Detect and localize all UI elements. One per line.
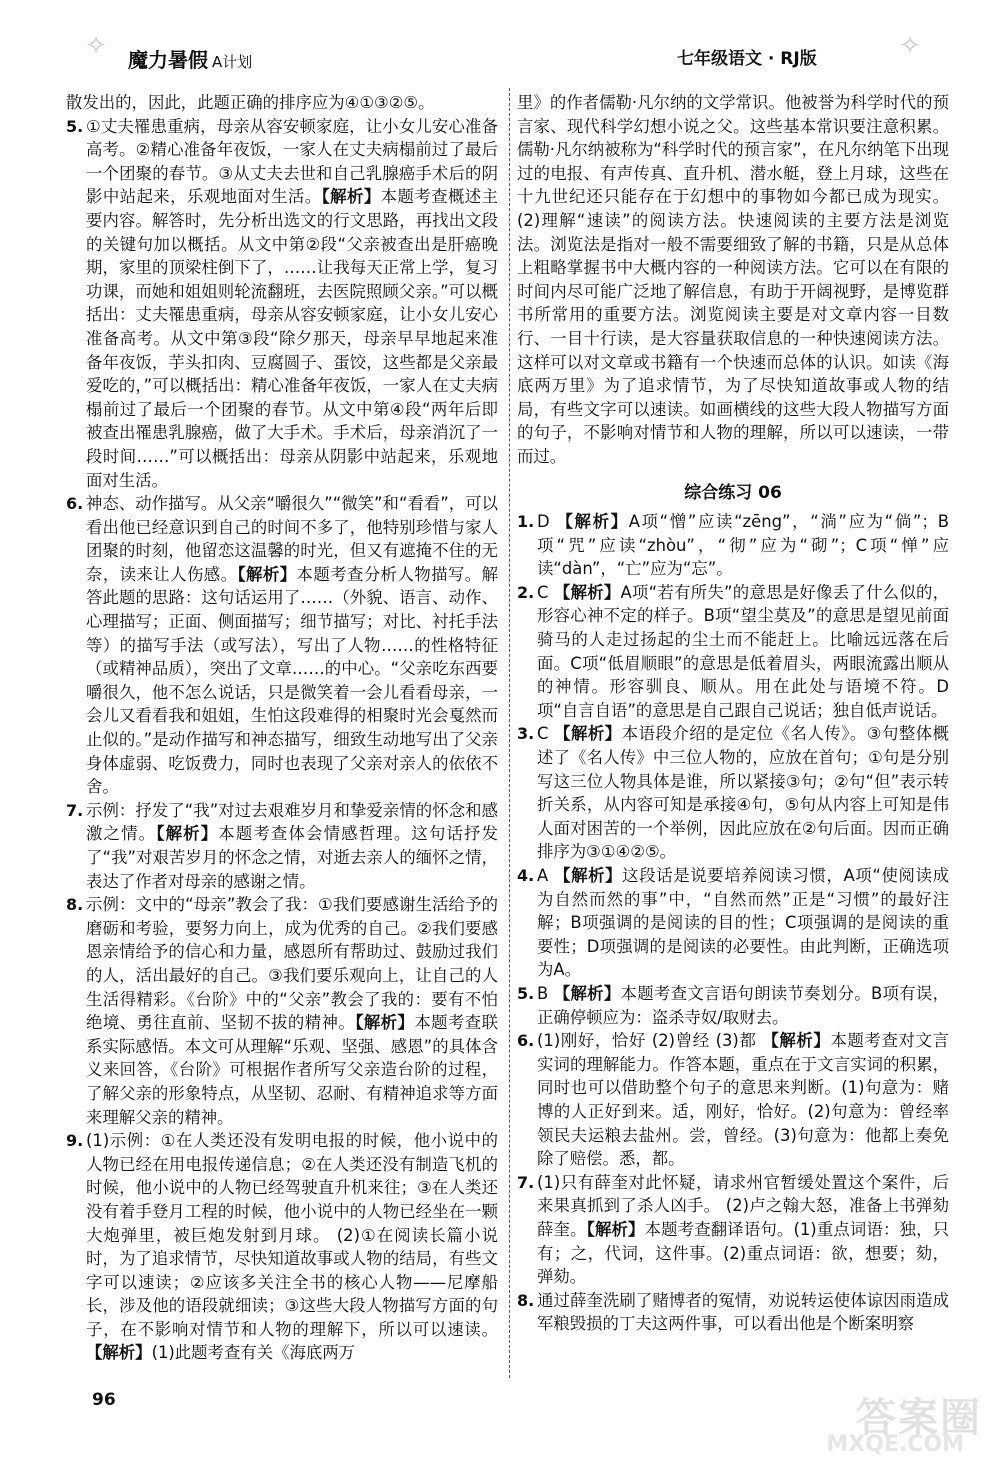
section-title: 综合练习 06: [684, 482, 782, 503]
analysis-label: 【解析】: [355, 1013, 415, 1033]
answer-number: 3.: [517, 724, 535, 744]
analysis-text: 本题考查概述主要内容。解答时，先分析出选文的行文思路，再找出文段的关键句加以概括。从文中第②段“父亲被查出是肝癌晚期，家里的顶梁柱倒下了，……让我每天正常上学，复习功课，而她和姐姐则轮流翻班，去医院照顾父亲。”可以概括出：丈夫罹患重病，母亲从容安顿家庭，让小女儿安心准备高考。从文中第③段“除夕那天，母亲早早地起来准备年夜饭，芋头扣肉、豆腐圆子、蛋饺，这些都是父亲最爱吃的，”可以概括出：精心准备年夜饭，一家人在丈夫病榻前过了最后一个团聚的春节。从文中第④段“两年后即被查出罹患乳腺癌，做了大手术。手术后，母亲消沉了一段时间……”可以概括出：母亲从阴影中站起来，乐观地面对生活。: [86, 187, 499, 490]
analysis-label: 【解析】: [554, 866, 623, 885]
answer-number: 6.: [66, 494, 84, 514]
analysis-text: 本题考查体会情感哲理。这句话抒发了“我”对艰苦岁月的怀念之情，对逝去亲人的缅怀之情，表达了作者对母亲的感谢之情。: [86, 824, 499, 891]
answer-text: (1)刚好，恰好 (2)曾经 (3)都: [537, 1031, 763, 1051]
answer-item: [517, 982, 949, 1029]
answer-item: [66, 893, 498, 1129]
answer-number: 4.: [517, 866, 535, 885]
answer-item: [66, 1129, 498, 1365]
answer-text: C: [537, 582, 554, 602]
answer-number: 5.: [517, 983, 535, 1003]
analysis-text: 本题考查对文言实词的理解能力。作答本题，重点在于文言实词的积累，同时也可以借助整个句子的意思来判断。(1)句意为：赌博的人正好到来。适，刚好，恰好。(2)句意为：曾经率领民夫运粮去盐州。尝，曾经。(3)句意为：他都上奏免除了赔偿。悉，都。: [537, 1031, 949, 1169]
page-number: 96: [92, 1390, 116, 1410]
analysis-label: 【解析】: [554, 724, 622, 744]
answer-item: [517, 722, 949, 864]
answer-number: 7.: [517, 1172, 535, 1192]
continued-text: 里》的作者儒勒·凡尔纳的文学常识。他被誉为科学时代的预言家、现代科学幻想小说之父。这些基本常识要注意积累。儒勒·凡尔纳被称为“科学时代的预言家”，在凡尔纳笔下出现过的电报、有声传真、直升机、潜水艇，登上月球，这些在十九世纪还只能存在于幻想中的事物如今都已成为现实。(2)理解“速读”的阅读方法。快速阅读的主要方法是浏览法。浏览法是指对一般不需要细致了解的书籍，只是从总体上粗略掌握书中大概内容的一种阅读方法。它可以在有限的时间内尽可能广泛地了解信息，有助于开阔视野，是博览群书所常用的重要方法。浏览阅读主要是对文章内容一目数行、一目十行读，是大容量获取信息的一种快速阅读方法。这样可以对文章或书籍有一个快速而总体的认识。如读《海底两万里》为了追求情节，为了尽快知道故事或人物的结局，有些文字可以速读。如画横线的这些大段人物描写方面的句子，不影响对情节和人物的理解，所以可以速读，一带而过。: [517, 93, 949, 466]
answer-item: [66, 115, 498, 493]
subject-label: 七年级语文 · RJ版: [677, 49, 817, 69]
answer-item: [66, 492, 498, 799]
analysis-label: 【解析】: [553, 983, 621, 1003]
answer-item: [66, 799, 498, 893]
answer-text: D: [537, 512, 557, 532]
analysis-text: 本题考查分析人物描写。解答此题的思路：这句话运用了……（外貌、语言、动作、心理描写；正面、侧面描写；细节描写；对比、衬托手法等）的描写手法（或写法），写出了人物……的性格特征（或精神品质），突出了文章……的中心。“父亲吃东西要嚼很久，他不怎么说话，只是微笑着一会儿看看母亲，一会儿又看看我和姐姐，生怕这段难得的相聚时光会戛然而止似的。”是动作描写和神态描写，细致生动地写出了父亲身体虚弱、吃饭费力，同时也表现了父亲对亲人的依依不舍。: [86, 564, 499, 797]
right-column: [517, 91, 949, 1336]
analysis-text: (1)此题考查有关《海底两万: [151, 1343, 356, 1363]
analysis-label: 【解析】: [86, 1343, 152, 1363]
answer-text: 神态、动作描写。从父亲“嚼很久”“微笑”和“看看”，可以看出他已经意识到自己的时间不多了，他特别珍惜与家人团聚的时刻，他留恋这温馨的时光，但又有遮掩不住的无奈，读来让人伤感。: [86, 494, 498, 584]
analysis-text: 本题考查联系实际感悟。本文可从理解“乐观、坚强、感恩”的具体含义来回答，《台阶》可根据作者所写父亲造台阶的过程，了解父亲的形象特点，从坚韧、忍耐、有精神追求等方面来理解父亲的精神。: [86, 1013, 499, 1127]
brand-title: [128, 44, 252, 73]
analysis-text: 这段话是说要培养阅读习惯，A项“使阅读成为自然而然的事”中，“自然而然”正是“习惯”的最好注解；B项强调的是阅读的目的性；C项强调的是阅读的重要性；D项强调的是阅读的必要性。由此判断，正确选项为A。: [537, 866, 949, 980]
answer-text: 通过薛奎洗刷了赌博者的冤情，劝说转运使体谅因雨造成军粮毁损的丁夫这两件事，可以看出他是个断案明察: [537, 1290, 949, 1334]
analysis-label: 【解析】: [321, 187, 381, 207]
left-column: [66, 91, 498, 1365]
analysis-text: A项“若有所失”的意思是好像丢了什么似的，形容心神不定的样子。B项“望尘莫及”的意思是望见前面骑马的人走过扬起的尘土而不能赶上。比喻远远落在后面。C项“低眉顺眼”的意思是低着眉头，两眼流露出顺从的神情。形容驯良、顺从。用在此处与语境不符。D项“自言自语”的意思是自己跟自己说话；独自低声说话。: [537, 582, 950, 720]
answer-number: 2.: [517, 582, 535, 602]
brand-subtitle: A计划: [212, 53, 253, 71]
answer-text: 示例：抒发了“我”对过去艰难岁月和挚爱亲情的怀念和感激之情。: [86, 800, 498, 844]
answer-number: 1.: [517, 512, 535, 532]
answer-item: [517, 1029, 949, 1171]
right-answer-list: [517, 510, 949, 1336]
analysis-label: 【解析】: [586, 1219, 645, 1239]
answer-text: B: [537, 983, 554, 1003]
analysis-label: 【解析】: [762, 1031, 831, 1051]
answer-number: 5.: [66, 116, 84, 136]
analysis-text: 本题考查文言语句朗读节奏划分。B项有误，正确停顿应为：盗杀寺奴/取财去。: [537, 983, 949, 1027]
answer-number: 7.: [66, 800, 84, 820]
answer-text: (1)只有薛奎对此怀疑，请求州官暂缓处置这个案件，后来果真抓到了杀人凶手。 (2)卢之翰大怒，准备上书弹劾薛奎。: [537, 1172, 949, 1239]
answer-number: 8.: [517, 1290, 535, 1310]
answer-item: [517, 581, 949, 723]
answer-text: A: [537, 866, 555, 885]
analysis-label: 【解析】: [237, 564, 297, 584]
answer-item: [517, 1289, 949, 1336]
answer-text: C: [537, 724, 555, 744]
answer-item: [517, 1171, 949, 1289]
analysis-text: A项“憎”应读“zēng”，“淌”应为“倘”；B项“咒”应读“zhòu”，“彻”应为“砌”；C项“惮”应读“dàn”，“亡”应为“忘”。: [537, 512, 950, 579]
answer-text: 示例：文中的“母亲”教会了我：①我们要感谢生活给予的磨砺和考验，要努力向上，成为优秀的自己。②我们要感恩亲情给予的信心和力量，感恩所有帮助过、鼓励过我们的人，活出最好的自己。③我们要乐观向上，让自己的人生活得精彩。《台阶》中的“父亲”教会了我的：要有不怕绝境、勇往直前、坚韧不拔的精神。: [86, 895, 498, 1033]
page-header: [0, 0, 1000, 88]
answer-item: [517, 510, 949, 581]
left-answer-list: [66, 115, 498, 1365]
watermark-url: MXQE.COM: [826, 1432, 964, 1457]
analysis-label: 【解析】: [553, 582, 621, 602]
answer-item: [517, 864, 949, 982]
decor-sparkle-icon: ✧: [899, 31, 921, 61]
answer-number: 6.: [517, 1031, 535, 1051]
analysis-label: 【解析】: [556, 512, 629, 532]
analysis-text: 本语段介绍的是定位《名人传》。③句整体概述了《名人传》中三位人物的，应放在首句；①句是分别写这三位人物具体是谁，所以紧接③句；②句“但”表示转折关系，从内容可知是承接④句，⑤句从内容上可知是伟人面对困苦的一个举例，因此应放在②句后面。因而正确排序为③①④②⑤。: [537, 724, 950, 862]
watermark-logo: 答案圈: [856, 1395, 982, 1441]
answer-text: ①丈夫罹患重病，母亲从容安顿家庭，让小女儿安心准备高考。②精心准备年夜饭，一家人在丈夫病榻前过了最后一个团聚的春节。③从丈夫去世和自己乳腺癌手术后的阴影中站起来，乐观地面对生活。: [86, 116, 498, 207]
continued-text: 散发出的，因此，此题正确的排序应为④①③②⑤。: [66, 93, 435, 112]
answer-text: (1)示例：①在人类还没有发明电报的时候，他小说中的人物已经在用电报传递信息；②在人类还没有制造飞机的时候，他小说中的人物已经驾驶直升机来往；③在人类还没有着手登月工程的时候，他小说中的人物已经坐在一颗大炮弹里，被巨炮发射到月球。 (2)①在阅读长篇小说时，为了追求情节，尽快知道故事或人物的结局，有些文字可以速读；②应该多关注全书的核心人物——尼摩船长，涉及他的语段就细读；③这些大段人物描写方面的句子，在不影响对情节和人物的理解下，所以可以速读。: [86, 1131, 498, 1339]
answer-number: 8.: [66, 895, 84, 915]
column-divider: [509, 88, 510, 1378]
analysis-text: 本题考查翻译语句。(1)重点词语：独，只有；之，代词，这件事。(2)重点词语：欲，想要；劾，弹劾。: [537, 1219, 949, 1287]
brand-name: 魔力暑假: [128, 48, 208, 72]
analysis-label: 【解析】: [156, 824, 219, 844]
decor-sparkle-icon: ✧: [85, 31, 107, 61]
answer-number: 9.: [66, 1131, 84, 1151]
